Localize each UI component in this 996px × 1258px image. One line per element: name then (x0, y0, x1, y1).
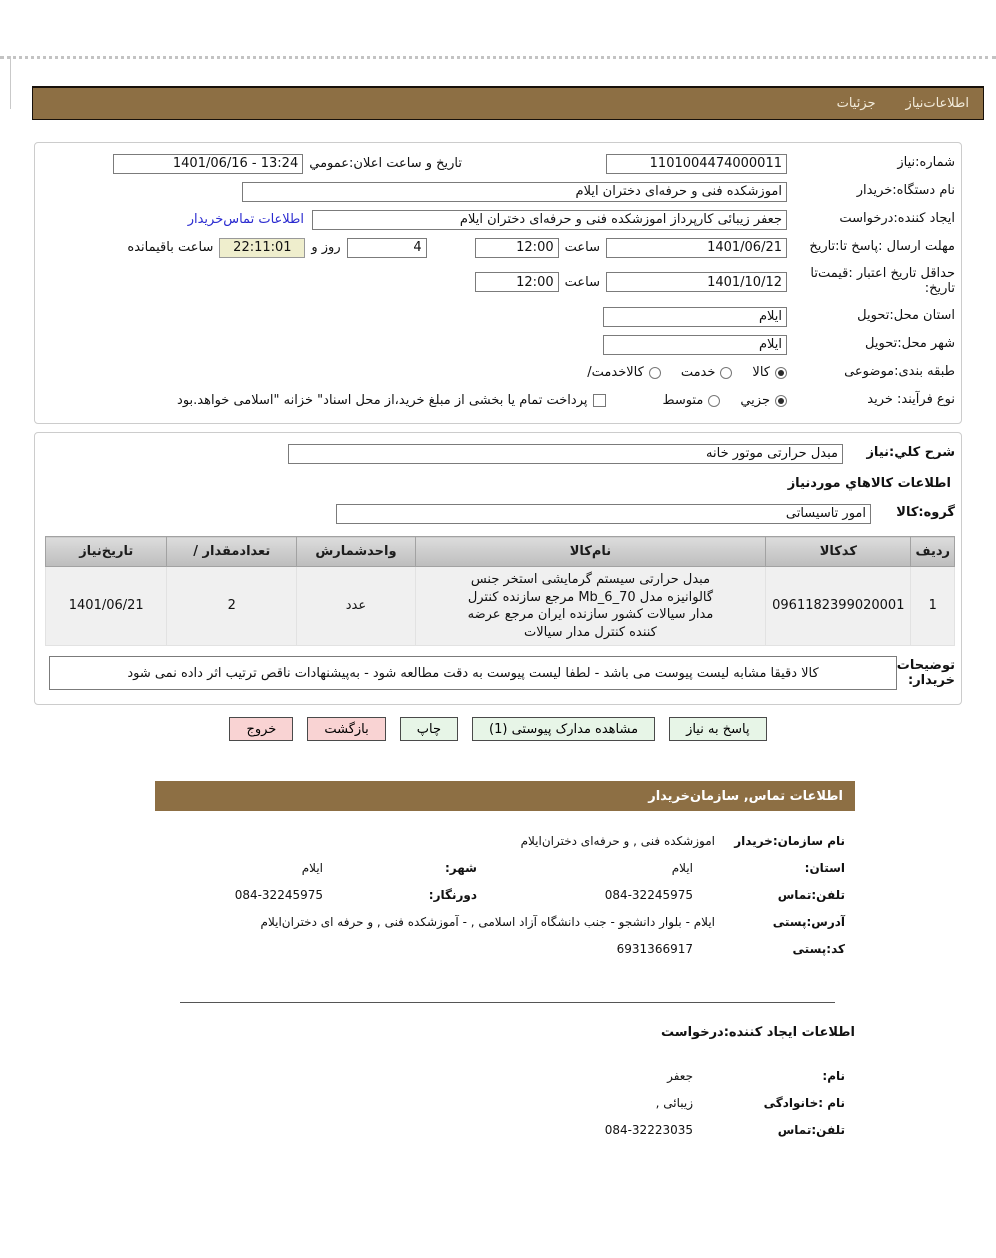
postal-address-row (140, 908, 845, 935)
cell-item-name: مبدل حرارتی سیستم گرمایشی استخر جنس گالوانیزه مدل Mb_6_70 مرجع سازنده کنترل مدار سیالات کشور سازنده ایران مرجع عرضه کننده کنترل مدار سیالات (415, 567, 765, 646)
request-creator-row (45, 209, 955, 230)
reply-deadline-date-field[interactable]: 1401/06/21 (606, 238, 787, 258)
buyer-org-label: نام دستگاه:خریدار (856, 183, 955, 199)
need-number-row (45, 153, 955, 174)
validity-hour-label: ساعت (564, 274, 600, 290)
city-label: شهر: (445, 860, 477, 875)
subject-category-label: طبقه بندی:موضوعی (844, 364, 955, 380)
price-validity-time-field[interactable]: 12:00 (475, 272, 559, 292)
postal-address-label: آدرس:پستی (772, 914, 845, 929)
action-button-bar (0, 717, 996, 741)
buyer-notes-label: توضیحات خریدار: (896, 657, 955, 689)
buyer-contact-header: اطلاعات تماس, سازمان‌خریدار (155, 781, 855, 811)
minor-radio[interactable] (775, 395, 787, 407)
tab-details[interactable]: جزئیات (836, 96, 876, 111)
goods-group-field[interactable]: امور تاسیساتی (336, 504, 871, 524)
section-divider (180, 1002, 835, 1003)
contact-phone-label: تلفن:تماس (777, 887, 845, 902)
delivery-province-label: استان محل:تحویل (857, 308, 955, 324)
last-name-value: زیبائی , (655, 1095, 693, 1110)
process-option-minor: جزیي (740, 393, 787, 408)
cell-unit: عدد (297, 567, 416, 646)
buyer-org-row (45, 181, 955, 202)
price-validity-row (45, 265, 955, 299)
delivery-city-row (45, 334, 955, 355)
creator-phone-row (140, 1116, 845, 1143)
items-table-header-row (46, 537, 955, 567)
delivery-city-field[interactable]: ایلام (603, 335, 787, 355)
header-quantity: تعدادمقدار / (167, 537, 297, 567)
deadline-hour-label: ساعت (564, 240, 600, 255)
back-button[interactable]: بازگشت (307, 717, 385, 741)
postal-address-value: ایلام - بلوار دانشجو - جنب دانشگاه آزاد اسلامی , - آموزشکده فنی , و حرفه ای دختران‌ایلام (260, 914, 715, 929)
countdown-timer: 22:11:01 (219, 238, 305, 258)
price-validity-date-field[interactable]: 1401/10/12 (606, 272, 787, 292)
fax-label: دورنگار: (428, 887, 477, 902)
postal-code-value: 6931366917 (616, 941, 693, 956)
header-row-number: ردیف (911, 537, 955, 567)
treasury-note-label: پرداخت تمام یا بخشی از مبلغ خرید،از محل اسناد" خزانه "اسلامی خواهد.بود (177, 393, 588, 408)
last-name-label: نام :خانوادگی (763, 1095, 845, 1110)
process-type-row (45, 390, 955, 411)
request-creator-label: ایجاد کننده:درخواست (839, 211, 955, 227)
need-number-label: شماره:نیاز (897, 155, 955, 171)
buyer-notes-row (45, 656, 955, 690)
org-name-row (140, 827, 845, 854)
buyer-contact-details (140, 827, 845, 962)
header-item-code: کدکالا (766, 537, 911, 567)
tab-need-info[interactable]: اطلاعات‌نیاز (905, 96, 969, 111)
category-option-goods-service: کالاخدمت/ (587, 365, 661, 380)
reply-deadline-row (45, 237, 955, 258)
delivery-province-row (45, 306, 955, 327)
first-name-label: نام: (822, 1068, 845, 1083)
cell-quantity: 2 (167, 567, 297, 646)
first-name-value: جعفر (667, 1068, 693, 1083)
left-edge-line (10, 56, 11, 109)
need-description-row (45, 443, 955, 464)
medium-radio[interactable] (708, 395, 720, 407)
need-description-label: شرح کلي:نیاز (866, 445, 955, 461)
table-row (46, 567, 955, 646)
reply-deadline-time-field[interactable]: 12:00 (475, 238, 559, 258)
goods-service-radio[interactable] (649, 367, 661, 379)
fax-value: 084-32245975 (234, 887, 323, 902)
cell-item-code: 0961182399020001 (766, 567, 911, 646)
last-name-row (140, 1089, 845, 1116)
announce-datetime-field[interactable]: 1401/06/16 - 13:24 (113, 154, 303, 174)
creator-phone-label: تلفن:تماس (777, 1122, 845, 1137)
tab-bar (32, 86, 984, 120)
postal-code-row (140, 935, 845, 962)
header-need-date: تاریخ‌نیاز (46, 537, 167, 567)
goods-group-row (45, 503, 955, 524)
subject-category-row (45, 362, 955, 383)
request-creator-details (140, 1062, 845, 1143)
service-radio[interactable] (720, 367, 732, 379)
buyer-notes-field[interactable]: کالا دقیقا مشابه لیست پیوست می باشد - لطفا لیست پیوست به دقت مطالعه شود - به‌پیشنهادات ناقص ترتیب اثر داده نمی شود (49, 656, 897, 690)
respond-button[interactable]: پاسخ به نیاز (669, 717, 767, 741)
delivery-province-field[interactable]: ایلام (603, 307, 787, 327)
view-attachments-button[interactable]: مشاهده مدارک پیوستی (1) (472, 717, 655, 741)
province-label: استان: (804, 860, 845, 875)
days-label: روز و (311, 240, 341, 255)
hours-remaining-label: ساعت باقیمانده (127, 240, 214, 255)
cell-row-number: 1 (911, 567, 955, 646)
postal-code-label: کد:پستی (792, 941, 845, 956)
first-name-row (140, 1062, 845, 1089)
need-description-field[interactable]: مبدل حرارتی موتور خانه (288, 444, 843, 464)
category-option-service: خدمت (681, 365, 733, 380)
delivery-city-label: شهر محل:تحویل (865, 336, 955, 352)
price-validity-label: حداقل تاریخ اعتبار :قیمت‌تا تاریخ: (810, 266, 955, 296)
phone-fax-row (140, 881, 845, 908)
print-button[interactable]: چاپ (400, 717, 458, 741)
province-value: ایلام (671, 860, 693, 875)
general-info-panel (34, 142, 962, 424)
header-item-name: نام‌کالا (415, 537, 765, 567)
exit-button[interactable]: خروج (229, 717, 293, 741)
dotted-separator (0, 56, 996, 59)
category-option-goods: کالا (752, 365, 787, 380)
reply-deadline-label: مهلت ارسال :پاسخ تا:تاریخ (809, 239, 955, 255)
items-table (45, 536, 955, 646)
org-name-label: نام سازمان:خریدار (734, 833, 845, 848)
city-value: ایلام (301, 860, 323, 875)
cell-need-date: 1401/06/21 (46, 567, 167, 646)
header-unit: واحدشمارش (297, 537, 416, 567)
goods-radio[interactable] (775, 367, 787, 379)
org-name-value: اموزشکده فنی , و حرفه‌ای دختران‌ایلام (520, 833, 715, 848)
process-option-medium: متوسط (662, 393, 720, 408)
announce-datetime-label: تاریخ و ساعت اعلان:عمومي (309, 156, 462, 171)
process-type-label: نوع فرآیند: خرید (867, 392, 955, 408)
goods-group-label: گروه:کالا (896, 505, 955, 521)
request-creator-field[interactable]: جعفر زیبائی کارپرداز اموزشکده فنی و حرفه‌ای دختران ایلام (312, 210, 787, 230)
items-info-heading: اطلاعات کالاهاي موردنیاز (787, 476, 951, 491)
buyer-org-field[interactable]: اموزشکده فنی و حرفه‌ای دختران ایلام (242, 182, 787, 202)
contact-phone-value: 084-32245975 (604, 887, 693, 902)
days-remaining-field[interactable]: 4 (347, 238, 427, 258)
treasury-checkbox[interactable] (593, 394, 606, 407)
need-number-field[interactable]: 1101004474000011 (606, 154, 787, 174)
buyer-contact-link[interactable]: اطلاعات تماس‌خریدار (187, 212, 304, 227)
need-items-panel (34, 432, 962, 705)
province-city-row (140, 854, 845, 881)
request-creator-heading: اطلاعات ایجاد کننده:درخواست (661, 1025, 855, 1041)
creator-phone-value: 084-32223035 (604, 1122, 693, 1137)
